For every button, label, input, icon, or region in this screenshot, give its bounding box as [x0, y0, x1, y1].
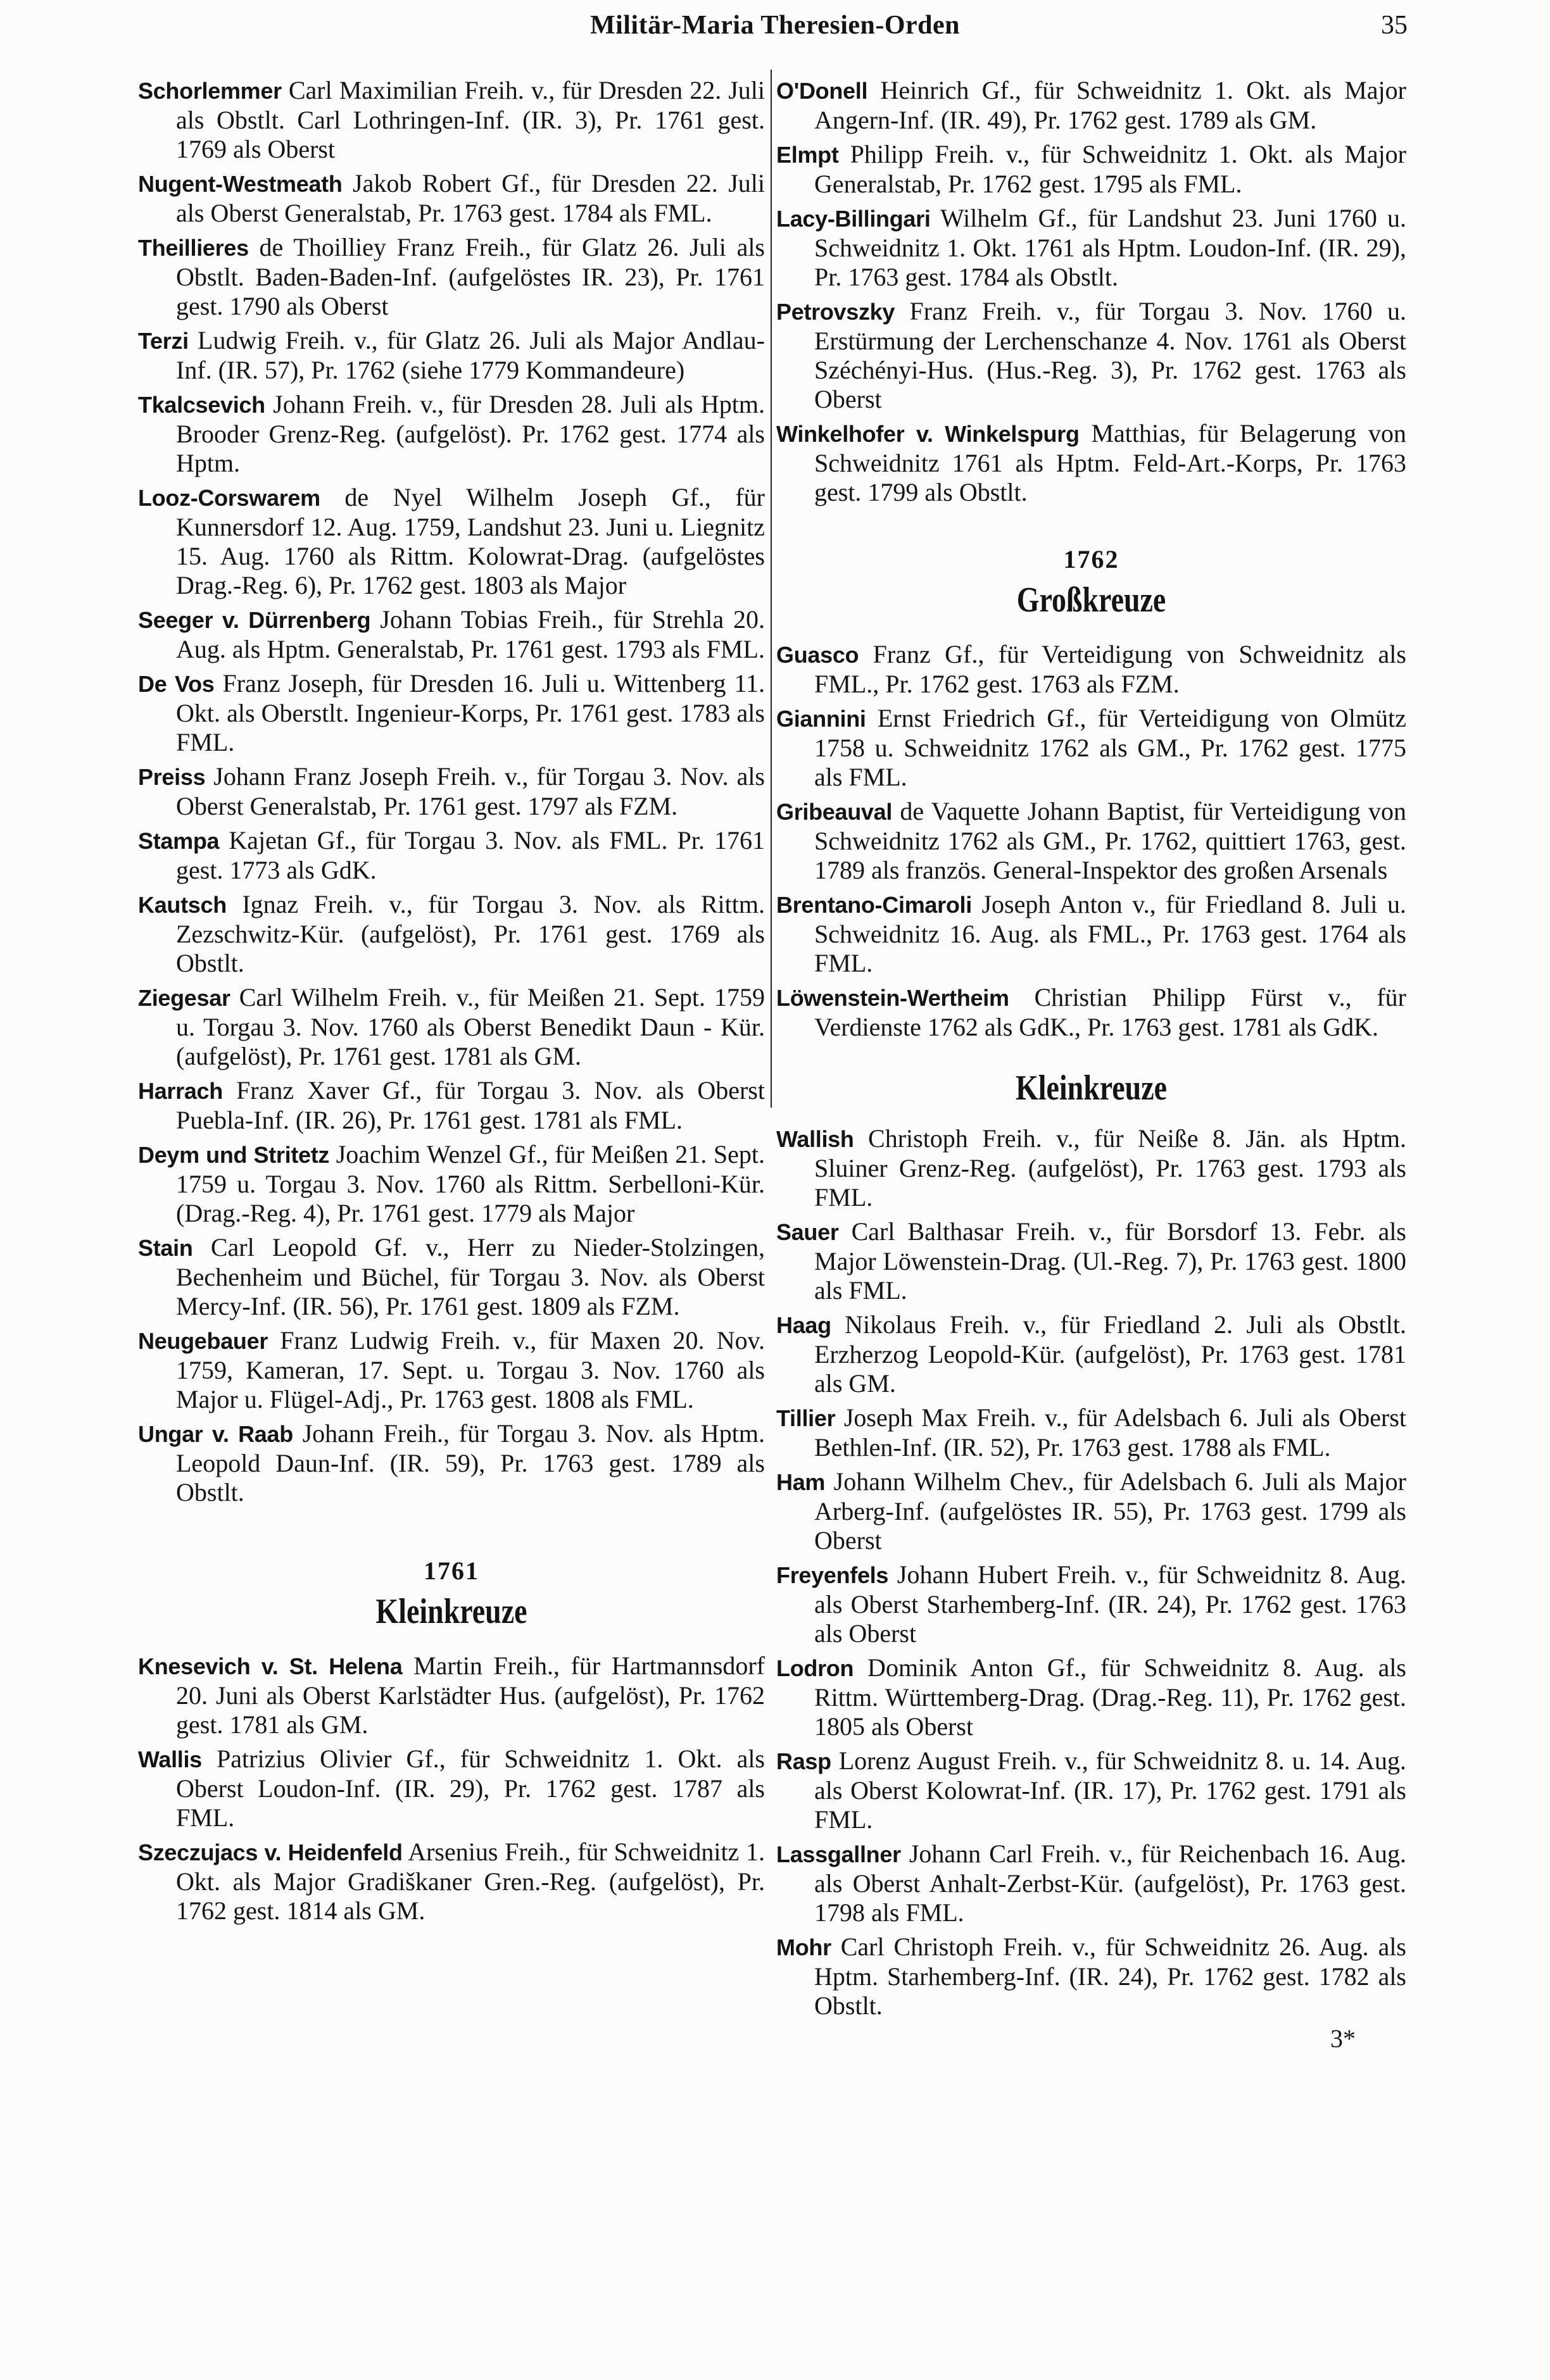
entry — [776, 1217, 1406, 1305]
entry-name: Winkelhofer v. Winkelspurg — [776, 421, 1080, 447]
entry-name: Wallish — [776, 1126, 854, 1152]
entry-text: Wilhelm Gf., für Landshut 23. Juni 1760 u. Schweidnitz 1. Okt. 1761 als Hptm. Loudon-Inf. (IR. 29), Pr. 1763 gest. 1784 als Obstlt. — [814, 204, 1406, 291]
entry-text: Carl Maximilian Freih. v., für Dresden 22. Juli als Obstlt. Carl Lothringen-Inf. (IR. 3), Pr. 1761 gest. 1769 als Oberst — [176, 76, 765, 163]
entry-text: Franz Freih. v., für Torgau 3. Nov. 1760 u. Erstürmung der Lerchenschanze 4. Nov. 1761 als Oberst Széchényi-Hus. (Hus.-Reg. 3), Pr. 1762 gest. 1763 als Oberst — [814, 297, 1406, 413]
entry — [776, 1560, 1406, 1648]
entry-text: Matthias, für Belagerung von Schweidnitz 1761 als Hptm. Feld-Art.-Korps, Pr. 1763 gest. 1799 als Obstlt. — [814, 419, 1406, 506]
entry-text: Kajetan Gf., für Torgau 3. Nov. als FML. Pr. 1761 gest. 1773 als GdK. — [176, 826, 765, 884]
entry — [138, 1140, 765, 1228]
entry — [776, 1839, 1406, 1927]
entry-name: Harrach — [138, 1078, 223, 1104]
entry — [776, 297, 1406, 414]
entry — [776, 1653, 1406, 1741]
entry-text: de Thoilliey Franz Freih., für Glatz 26. Juli als Obstlt. Baden-Baden-Inf. (aufgelöstes IR. 23), Pr. 1761 gest. 1790 als Oberst — [176, 233, 765, 320]
entry-text: Ernst Friedrich Gf., für Verteidigung von Olmütz 1758 u. Schweidnitz 1762 als GM., Pr. 1762 gest. 1775 als FML. — [814, 704, 1406, 791]
entry — [776, 419, 1406, 507]
entry — [776, 1403, 1406, 1462]
entry — [776, 1310, 1406, 1398]
entry-name: Haag — [776, 1312, 831, 1338]
entry-name: Kautsch — [138, 892, 227, 918]
entry-name: Seeger v. Dürrenberg — [138, 607, 371, 633]
entry — [138, 233, 765, 321]
entry — [138, 1076, 765, 1135]
entry — [138, 669, 765, 757]
entry-text: Jakob Robert Gf., für Dresden 22. Juli als Oberst Generalstab, Pr. 1763 gest. 1784 als FML. — [176, 169, 765, 227]
entry-text: Franz Gf., für Verteidigung von Schweidnitz als FML., Pr. 1762 gest. 1763 als FZM. — [814, 640, 1406, 698]
entry-name: Terzi — [138, 328, 189, 354]
entry-name: Sauer — [776, 1219, 839, 1245]
entry — [138, 890, 765, 978]
entry-text: Nikolaus Freih. v., für Friedland 2. Juli als Obstlt. Erzherzog Leopold-Kür. (aufgelöst), Pr. 1763 gest. 1781 als GM. — [814, 1310, 1406, 1398]
entry — [776, 797, 1406, 885]
entry-name: Petrovszky — [776, 299, 895, 325]
entry — [776, 140, 1406, 199]
entry-text: Johann Franz Joseph Freih. v., für Torgau 3. Nov. als Oberst Generalstab, Pr. 1761 gest. 1797 als FZM. — [176, 762, 765, 820]
entry — [138, 483, 765, 600]
entry — [776, 1467, 1406, 1555]
entry-list — [138, 1651, 765, 1926]
entry-list — [138, 76, 765, 1507]
entry-text: Ludwig Freih. v., für Glatz 26. Juli als Major Andlau-Inf. (IR. 57), Pr. 1762 (siehe 1779 Kommandeure) — [176, 326, 765, 384]
entry-text: Christoph Freih. v., für Neiße 8. Jän. als Hptm. Sluiner Grenz-Reg. (aufgelöst), Pr. 1763 gest. 1793 als FML. — [814, 1124, 1406, 1212]
entry-text: Franz Joseph, für Dresden 16. Juli u. Wittenberg 11. Okt. als Oberstlt. Ingenieur-Korps, Pr. 1761 gest. 1783 als FML. — [176, 669, 765, 756]
entry-text: Heinrich Gf., für Schweidnitz 1. Okt. als Major Angern-Inf. (IR. 49), Pr. 1762 gest. 1789 als GM. — [814, 76, 1406, 134]
entry-name: Ziegesar — [138, 985, 230, 1011]
entry-name: Stampa — [138, 828, 220, 854]
entry — [138, 326, 765, 385]
entry — [776, 640, 1406, 699]
entry-text: Franz Xaver Gf., für Torgau 3. Nov. als Oberst Puebla-Inf. (IR. 26), Pr. 1761 gest. 1781 als FML. — [176, 1076, 765, 1134]
entry-text: Joseph Anton v., für Friedland 8. Juli u. Schweidnitz 16. Aug. als FML., Pr. 1763 gest. 1764 als FML. — [814, 890, 1406, 977]
entry-text: Philipp Freih. v., für Schweidnitz 1. Okt. als Major Generalstab, Pr. 1762 gest. 1795 als FML. — [814, 140, 1406, 198]
entry — [138, 762, 765, 821]
entry-name: De Vos — [138, 671, 215, 697]
entry — [776, 1746, 1406, 1834]
entry — [138, 1419, 765, 1507]
entry-name: Nugent-Westmeath — [138, 171, 343, 197]
signature-mark: 3* — [1330, 2024, 1356, 2053]
entry — [776, 1932, 1406, 2020]
entry-name: Brentano-Cimaroli — [776, 892, 972, 918]
entry — [138, 1651, 765, 1739]
entry-name: Freyenfels — [776, 1562, 889, 1588]
entry-name: Preiss — [138, 764, 206, 790]
year-heading: 1761 — [424, 1556, 479, 1585]
entry-text: Carl Christoph Freih. v., für Schweidnitz 26. Aug. als Hptm. Starhemberg-Inf. (IR. 24), Pr. 1762 gest. 1782 als Obstlt. — [814, 1932, 1406, 2020]
right-column — [776, 76, 1406, 2355]
entry-text: Joachim Wenzel Gf., für Meißen 21. Sept. 1759 u. Torgau 3. Nov. 1760 als Rittm. Serbelloni-Kür. (Drag.-Reg. 4), Pr. 1761 gest. 1779 als Major — [176, 1140, 765, 1227]
entry — [138, 826, 765, 885]
running-head — [0, 10, 1550, 54]
entry-text: Carl Leopold Gf. v., Herr zu Nieder-Stolzingen, Bechenheim und Büchel, für Torgau 3. Nov. als Oberst Mercy-Inf. (IR. 56), Pr. 1761 gest. 1809 als FZM. — [176, 1233, 765, 1320]
entry — [776, 204, 1406, 292]
entry — [138, 76, 765, 164]
entry — [138, 390, 765, 478]
entry — [138, 1744, 765, 1832]
entry-text: Johann Tobias Freih., für Strehla 20. Aug. als Hptm. Generalstab, Pr. 1761 gest. 1793 als FML. — [176, 605, 765, 663]
entry-text: de Vaquette Johann Baptist, für Verteidigung von Schweidnitz 1762 als GM., Pr. 1762, quittiert 1763, gest. 1789 als französ. General-Inspektor des großen Arsenals — [814, 797, 1406, 884]
entry-text: Arsenius Freih., für Schweidnitz 1. Okt. als Major Gradiškaner Gren.-Reg. (aufgelöst), Pr. 1762 gest. 1814 als GM. — [176, 1838, 765, 1925]
entry-text: Johann Freih. v., für Dresden 28. Juli als Hptm. Brooder Grenz-Reg. (aufgelöst). Pr. 1762 gest. 1774 als Hptm. — [176, 390, 765, 477]
entry-text: de Nyel Wilhelm Joseph Gf., für Kunnersdorf 12. Aug. 1759, Landshut 23. Juni u. Liegnitz 15. Aug. 1760 als Rittm. Kolowrat-Drag. (aufgelöstes Drag.-Reg. 6), Pr. 1762 gest. 1803 als Major — [176, 483, 765, 599]
entry — [138, 1326, 765, 1414]
entry — [138, 983, 765, 1071]
entry-name: Lassgallner — [776, 1841, 901, 1867]
section-heading: Kleinkreuze — [375, 1592, 527, 1631]
running-title: Militär-Maria Theresien-Orden — [589, 11, 961, 40]
entry-name: Ham — [776, 1469, 826, 1495]
year-heading: 1762 — [1063, 545, 1119, 573]
entry-text: Johann Carl Freih. v., für Reichenbach 16. Aug. als Oberst Anhalt-Zerbst-Kür. (aufgelöst), Pr. 1763 gest. 1798 als FML. — [814, 1839, 1406, 1927]
entry-text: Johann Freih., für Torgau 3. Nov. als Hptm. Leopold Daun-Inf. (IR. 59), Pr. 1763 gest. 1789 als Obstlt. — [176, 1419, 765, 1506]
entry-text: Lorenz August Freih. v., für Schweidnitz 8. u. 14. Aug. als Oberst Kolowrat-Inf. (IR. 17), Pr. 1762 gest. 1791 als FML. — [814, 1746, 1406, 1834]
entry-name: Deym und Stritetz — [138, 1142, 330, 1168]
entry-name: Wallis — [138, 1746, 202, 1772]
entry-name: Knesevich v. St. Helena — [138, 1653, 403, 1679]
left-column — [138, 76, 765, 2355]
section-heading: Kleinkreuze — [1016, 1068, 1167, 1108]
entry-list — [776, 640, 1406, 1042]
page-number: 35 — [1381, 11, 1408, 40]
entry-name: Stain — [138, 1235, 193, 1261]
entry-name: Rasp — [776, 1748, 831, 1774]
entry — [776, 1124, 1406, 1212]
entry-name: Szeczujacs v. Heidenfeld — [138, 1839, 403, 1865]
entry-name: Looz-Corswarem — [138, 485, 320, 511]
entry-text: Dominik Anton Gf., für Schweidnitz 8. Aug. als Rittm. Württemberg-Drag. (Drag.-Reg. 11), Pr. 1762 gest. 1805 als Oberst — [814, 1653, 1406, 1741]
entry-list — [776, 1124, 1406, 2020]
entry-name: Guasco — [776, 642, 859, 668]
entry-name: O'Donell — [776, 78, 868, 104]
entry-name: Lacy-Billingari — [776, 206, 931, 232]
entry-text: Martin Freih., für Hartmannsdorf 20. Juni als Oberst Karlstädter Hus. (aufgelöst), Pr. 1762 gest. 1781 als GM. — [176, 1651, 765, 1739]
entry — [138, 169, 765, 228]
entry-name: Tillier — [776, 1405, 836, 1431]
entry — [776, 890, 1406, 978]
entry-name: Mohr — [776, 1934, 831, 1960]
entry — [776, 983, 1406, 1042]
column-divider — [771, 70, 772, 1108]
entry-name: Giannini — [776, 706, 866, 732]
entry-name: Gribeauval — [776, 799, 893, 825]
entry-text: Johann Wilhelm Chev., für Adelsbach 6. Juli als Major Arberg-Inf. (aufgelöstes IR. 55), Pr. 1763 gest. 1799 als Oberst — [814, 1467, 1406, 1555]
entry-name: Ungar v. Raab — [138, 1421, 293, 1447]
entry-text: Franz Ludwig Freih. v., für Maxen 20. Nov. 1759, Kameran, 17. Sept. u. Torgau 3. Nov. 1760 als Major u. Flügel-Adj., Pr. 1763 gest. 1808 als FML. — [176, 1326, 765, 1413]
entry-list — [776, 76, 1406, 507]
entry-name: Schorlemmer — [138, 78, 282, 104]
entry — [776, 704, 1406, 792]
entry-text: Carl Wilhelm Freih. v., für Meißen 21. Sept. 1759 u. Torgau 3. Nov. 1760 als Oberst Benedikt Daun - Kür. (aufgelöst), Pr. 1761 gest. 1781 als GM. — [176, 983, 765, 1070]
entry-name: Neugebauer — [138, 1328, 268, 1354]
entry-name: Tkalcsevich — [138, 392, 265, 418]
entry-text: Christian Philipp Fürst v., für Verdienste 1762 als GdK., Pr. 1763 gest. 1781 als GdK. — [814, 983, 1406, 1041]
entry-text: Ignaz Freih. v., für Torgau 3. Nov. als Rittm. Zezschwitz-Kür. (aufgelöst), Pr. 1761 gest. 1769 als Obstlt. — [176, 890, 765, 977]
entry-name: Lodron — [776, 1655, 854, 1681]
entry-text: Carl Balthasar Freih. v., für Borsdorf 13. Febr. als Major Löwenstein-Drag. (Ul.-Reg. 7), Pr. 1763 gest. 1800 als FML. — [814, 1217, 1406, 1305]
entry — [138, 605, 765, 664]
entry-text: Joseph Max Freih. v., für Adelsbach 6. Juli als Oberst Bethlen-Inf. (IR. 52), Pr. 1763 gest. 1788 als FML. — [814, 1403, 1406, 1462]
entry — [776, 76, 1406, 135]
entry-name: Theillieres — [138, 235, 249, 261]
entry-text: Patrizius Olivier Gf., für Schweidnitz 1. Okt. als Oberst Loudon-Inf. (IR. 29), Pr. 1762 gest. 1787 als FML. — [176, 1744, 765, 1832]
entry — [138, 1838, 765, 1926]
section-heading: Großkreuze — [1016, 580, 1166, 620]
entry-name: Löwenstein-Wertheim — [776, 985, 1009, 1011]
entry-text: Johann Hubert Freih. v., für Schweidnitz 8. Aug. als Oberst Starhemberg-Inf. (IR. 24), Pr. 1762 gest. 1763 als Oberst — [814, 1560, 1406, 1648]
entry-name: Elmpt — [776, 142, 839, 168]
entry — [138, 1233, 765, 1321]
